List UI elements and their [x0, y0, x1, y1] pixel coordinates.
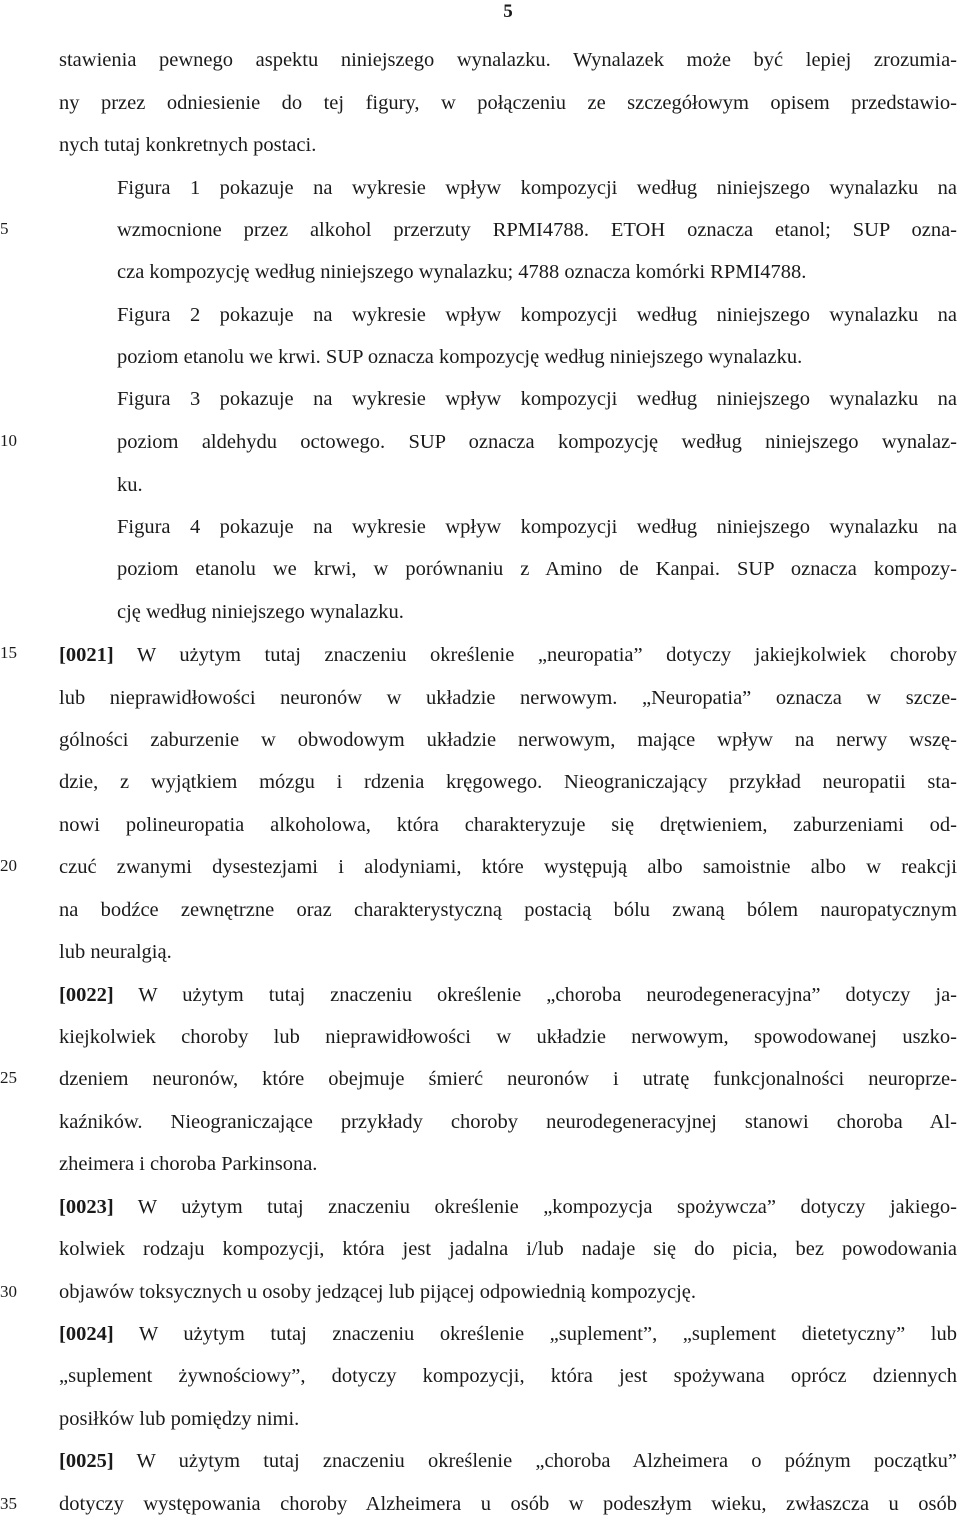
text-line: gólności zaburzenie w obwodowym układzie nerwowym, mające wpływ na nerwy wszę-: [59, 729, 957, 751]
paragraph-text: W użytym tutaj znaczeniu określenie „neuropatia” dotyczy jakiejkolwiek choroby: [113, 644, 957, 666]
figure-description-line: wzmocnione przez alkohol przerzuty RPMI4788. ETOH oznacza etanol; SUP ozna-: [117, 219, 957, 241]
text-line: lub neuralgią.: [59, 941, 172, 963]
paragraph-0025-line: [59, 1448, 957, 1474]
text-line: lub nieprawidłowości neuronów w układzie nerwowym. „Neuropatia” oznacza w szcze-: [59, 687, 957, 709]
margin-line-number: 35: [0, 1494, 17, 1513]
figure-description-line: poziom aldehydu octowego. SUP oznacza kompozycję według niniejszego wynalaz-: [117, 431, 957, 453]
paragraph-text: W użytym tutaj znaczeniu określenie „choroba Alzheimera o późnym początku”: [113, 1450, 957, 1472]
margin-line-number: 5: [0, 219, 9, 238]
paragraph-0022-line: [59, 982, 957, 1008]
text-line: zheimera i choroba Parkinsona.: [59, 1153, 318, 1175]
page-number: 5: [503, 1, 513, 22]
paragraph-id: [0022]: [59, 984, 114, 1006]
text-line: dotyczy występowania choroby Alzheimera u osób w podeszłym wieku, zwłaszcza u osób: [59, 1493, 957, 1515]
margin-line-number: 30: [0, 1282, 17, 1301]
figure-description-line: Figura 2 pokazuje na wykresie wpływ kompozycji według niniejszego wynalazku na: [117, 304, 957, 326]
text-line: stawienia pewnego aspektu niniejszego wynalazku. Wynalazek może być lepiej zrozumia-: [59, 49, 957, 71]
text-line: posiłków lub pomiędzy nimi.: [59, 1408, 300, 1430]
figure-description-line: cję według niniejszego wynalazku.: [117, 601, 404, 623]
figure-description-line: Figura 4 pokazuje na wykresie wpływ kompozycji według niniejszego wynalazku na: [117, 516, 957, 538]
text-line: na bodźce zewnętrzne oraz charakterystyczną postacią bólu zwaną bólem nauropatycznym: [59, 899, 957, 921]
figure-description-line: ku.: [117, 474, 143, 496]
paragraph-text: W użytym tutaj znaczeniu określenie „suplement”, „suplement dietetyczny” lub: [113, 1323, 957, 1345]
text-line: kolwiek rodzaju kompozycji, która jest jadalna i/lub nadaje się do picia, bez powodowania: [59, 1238, 957, 1260]
text-line: kaźników. Nieograniczające przykłady choroby neurodegeneracyjnej stanowi choroba Al-: [59, 1111, 957, 1133]
figure-description-line: cza kompozycję według niniejszego wynalazku; 4788 oznacza komórki RPMI4788.: [117, 261, 807, 283]
text-line: „suplement żywnościowy”, dotyczy kompozycji, która jest spożywana oprócz dziennych: [59, 1365, 957, 1387]
margin-line-number: 10: [0, 431, 17, 450]
paragraph-id: [0024]: [59, 1323, 114, 1345]
paragraph-id: [0025]: [59, 1450, 114, 1472]
paragraph-0024-line: [59, 1321, 957, 1347]
text-line: czuć zwanymi dysestezjami i alodyniami, które występują albo samoistnie albo w reakcji: [59, 856, 957, 878]
figure-description-line: Figura 3 pokazuje na wykresie wpływ kompozycji według niniejszego wynalazku na: [117, 388, 957, 410]
paragraph-id: [0023]: [59, 1196, 114, 1218]
margin-line-number: 20: [0, 856, 17, 875]
text-line: kiejkolwiek choroby lub nieprawidłowości w układzie nerwowym, spowodowanej uszko-: [59, 1026, 957, 1048]
paragraph-text: W użytym tutaj znaczeniu określenie „kompozycja spożywcza” dotyczy jakiego-: [113, 1196, 957, 1218]
paragraph-0021-line: [59, 642, 957, 668]
figure-description-line: Figura 1 pokazuje na wykresie wpływ kompozycji według niniejszego wynalazku na: [117, 177, 957, 199]
figure-description-line: poziom etanolu we krwi. SUP oznacza kompozycję według niniejszego wynalazku.: [117, 346, 803, 368]
paragraph-id: [0021]: [59, 644, 114, 666]
text-line: nowi polineuropatia alkoholowa, która charakteryzuje się drętwieniem, zaburzeniami od-: [59, 814, 957, 836]
paragraph-0023-line: [59, 1194, 957, 1220]
figure-description-line: poziom etanolu we krwi, w porównaniu z Amino de Kanpai. SUP oznacza kompozy-: [117, 558, 957, 580]
text-line: dzie, z wyjątkiem mózgu i rdzenia kręgowego. Nieograniczający przykład neuropatii sta-: [59, 771, 957, 793]
margin-line-number: 25: [0, 1068, 17, 1087]
margin-line-number: 15: [0, 643, 17, 662]
paragraph-text: W użytym tutaj znaczeniu określenie „choroba neurodegeneracyjna” dotyczy ja-: [113, 984, 957, 1006]
text-line: objawów toksycznych u osoby jedzącej lub pijącej odpowiednią kompozycję.: [59, 1281, 697, 1303]
text-line: nych tutaj konkretnych postaci.: [59, 134, 317, 156]
text-line: dzeniem neuronów, które obejmuje śmierć neuronów i utratę funkcjonalności neuroprze-: [59, 1068, 957, 1090]
text-line: ny przez odniesienie do tej figury, w połączeniu ze szczegółowym opisem przedstawio-: [59, 92, 957, 114]
